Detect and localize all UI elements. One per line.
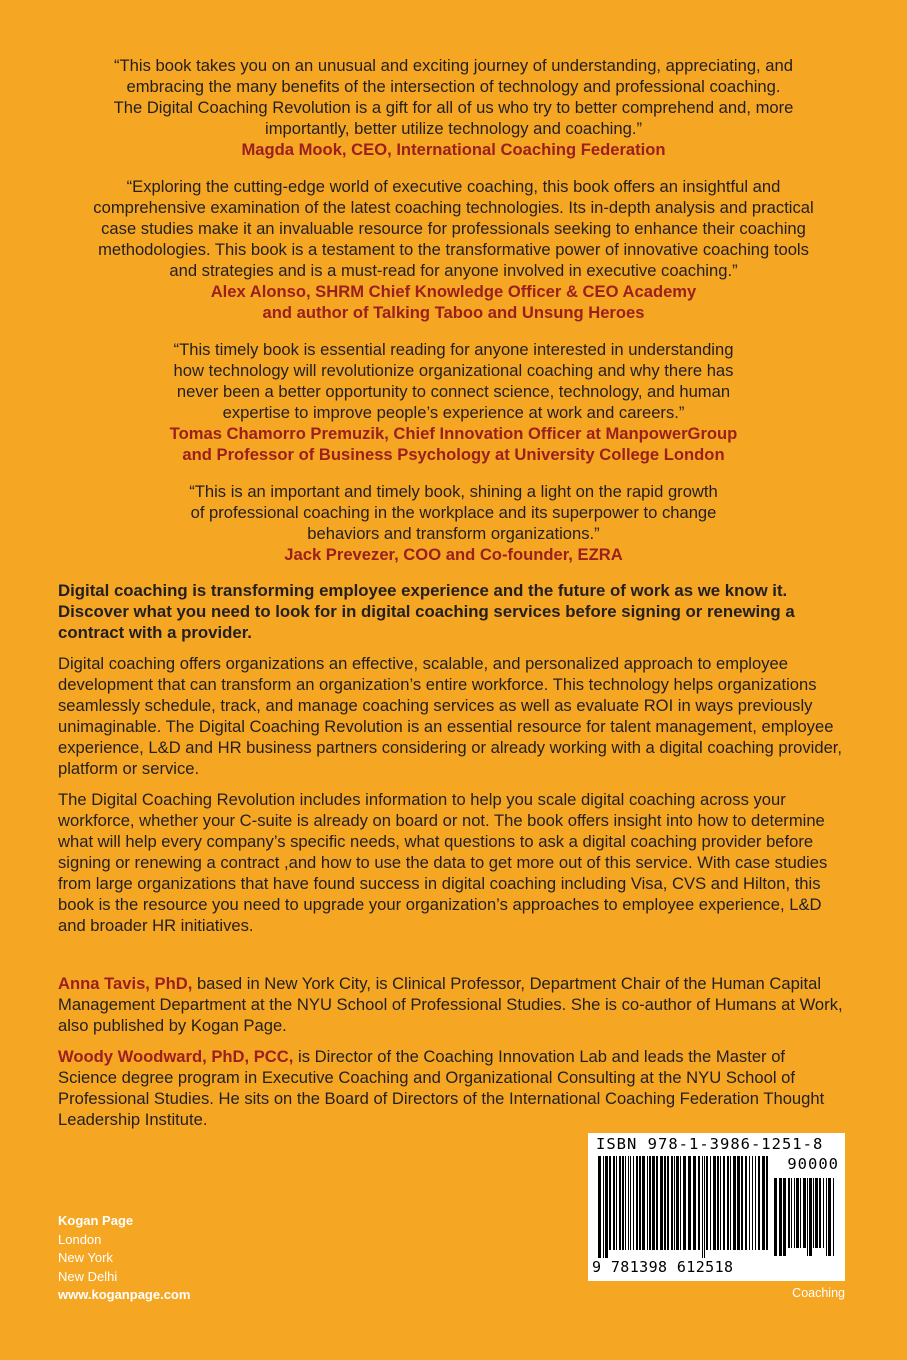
endorsement-quote [60, 176, 847, 323]
quote-line: never been a better opportunity to connect science, technology, and human [176, 382, 731, 401]
quote-line: methodologies. This book is a testament to the transformative power of innovative coaching tools [98, 240, 809, 259]
book-description [58, 580, 848, 946]
author-bio-text: is Director of the Coaching Innovation Lab and leads the Master of Science degree program in Executive Coaching and Organizational Consulting at the NYU School of Professional Studies. He sits on the Board of Directors of the International Coaching Federation Thought Leadership Institute. [58, 1047, 825, 1129]
quote-line: “Exploring the cutting-edge world of executive coaching, this book offers an insightful and [126, 177, 781, 196]
publisher-city: New York [58, 1250, 113, 1265]
quote-attribution: Jack Prevezer, COO and Co-founder, EZRA [284, 545, 623, 564]
quote-line: embracing the many benefits of the intersection of technology and professional coaching. [126, 77, 781, 96]
quote-attribution: Magda Mook, CEO, International Coaching Federation [241, 140, 666, 159]
description-lead: Digital coaching is transforming employee experience and the future of work as we know it. Discover what you need to look for in digital coaching services before signing or renewing a contract with a provider. [58, 581, 795, 642]
endorsement-quote [60, 481, 847, 565]
publisher-url[interactable]: www.koganpage.com [58, 1287, 191, 1302]
endorsement-quote [60, 339, 847, 465]
barcode-addon-bars [774, 1178, 836, 1256]
author-bio [58, 1046, 848, 1130]
quote-attribution: and Professor of Business Psychology at University College London [182, 445, 725, 464]
quote-line: The Digital Coaching Revolution is a gift for all of us who try to better comprehend and, more [113, 98, 794, 117]
ean-number: 9 781398 612518 [592, 1258, 734, 1276]
barcode-bars [598, 1156, 770, 1258]
quote-attribution: and author of Talking Taboo and Unsung Heroes [262, 303, 645, 322]
quote-line: “This is an important and timely book, shining a light on the rapid growth [189, 482, 718, 501]
description-paragraph: Digital coaching offers organizations an effective, scalable, and personalized approach to employee development that can transform an organization’s entire workforce. This technology helps organizations seamlessly schedule, track, and manage coaching services as well as evaluate ROI in ways previously unimaginable. The Digital Coaching Revolution is an essential resource for talent management, employee experience, L&D and HR business partners considering or already working with a digital coaching provider, platform or service. [58, 654, 843, 778]
author-bio [58, 973, 848, 1036]
author-bios [58, 973, 848, 1140]
publisher-block [58, 1212, 190, 1305]
quote-line: comprehensive examination of the latest coaching technologies. Its in-depth analysis and practical [93, 198, 814, 217]
quote-line: of professional coaching in the workplace and its superpower to change [190, 503, 717, 522]
author-bio-text: based in New York City, is Clinical Professor, Department Chair of the Human Capital Management Department at the NYU School of Professional Studies. She is co-author of Humans at Work, also published by Kogan Page. [58, 974, 843, 1035]
publisher-name: Kogan Page [58, 1213, 134, 1228]
endorsement-quotes [60, 55, 847, 581]
quote-line: “This timely book is essential reading for anyone interested in understanding [173, 340, 734, 359]
description-paragraph: The Digital Coaching Revolution includes information to help you scale digital coaching across your workforce, whether your C-suite is already on board or not. The book offers insight into how to determine what will help every company’s specific needs, what questions to ask a digital coaching provider before signing or renewing a contract ,and how to use the data to get more out of this service. With case studies from large organizations that have found success in digital coaching including Visa, CVS and Hilton, this book is the resource you need to upgrade your organization’s approaches to employee experience, L&D and broader HR initiatives. [58, 790, 828, 935]
quote-line: and strategies and is a must-read for anyone involved in executive coaching.” [169, 261, 738, 280]
quote-line: expertise to improve people’s experience at work and careers.” [222, 403, 685, 422]
quote-line: case studies make it an invaluable resource for professionals seeking to enhance their coaching [101, 219, 806, 238]
quote-line: “This book takes you on an unusual and exciting journey of understanding, appreciating, and [114, 56, 793, 75]
isbn-barcode [588, 1133, 845, 1281]
quote-attribution: Alex Alonso, SHRM Chief Knowledge Officer & CEO Academy [210, 282, 697, 301]
isbn-text: ISBN 978-1-3986-1251-8 [596, 1135, 824, 1153]
author-name: Anna Tavis, PhD, [58, 974, 193, 993]
quote-line: behaviors and transform organizations.” [307, 524, 600, 543]
quote-attribution: Tomas Chamorro Premuzik, Chief Innovation Officer at ManpowerGroup [169, 424, 738, 443]
author-name: Woody Woodward, PhD, PCC, [58, 1047, 294, 1066]
publisher-city: London [58, 1231, 102, 1247]
publisher-city: New Delhi [58, 1268, 118, 1284]
endorsement-quote [60, 55, 847, 160]
price-code: 90000 [787, 1155, 839, 1173]
quote-line: importantly, better utilize technology and coaching.” [265, 119, 642, 138]
quote-line: how technology will revolutionize organizational coaching and why there has [173, 361, 734, 380]
book-category: Coaching [792, 1286, 845, 1300]
